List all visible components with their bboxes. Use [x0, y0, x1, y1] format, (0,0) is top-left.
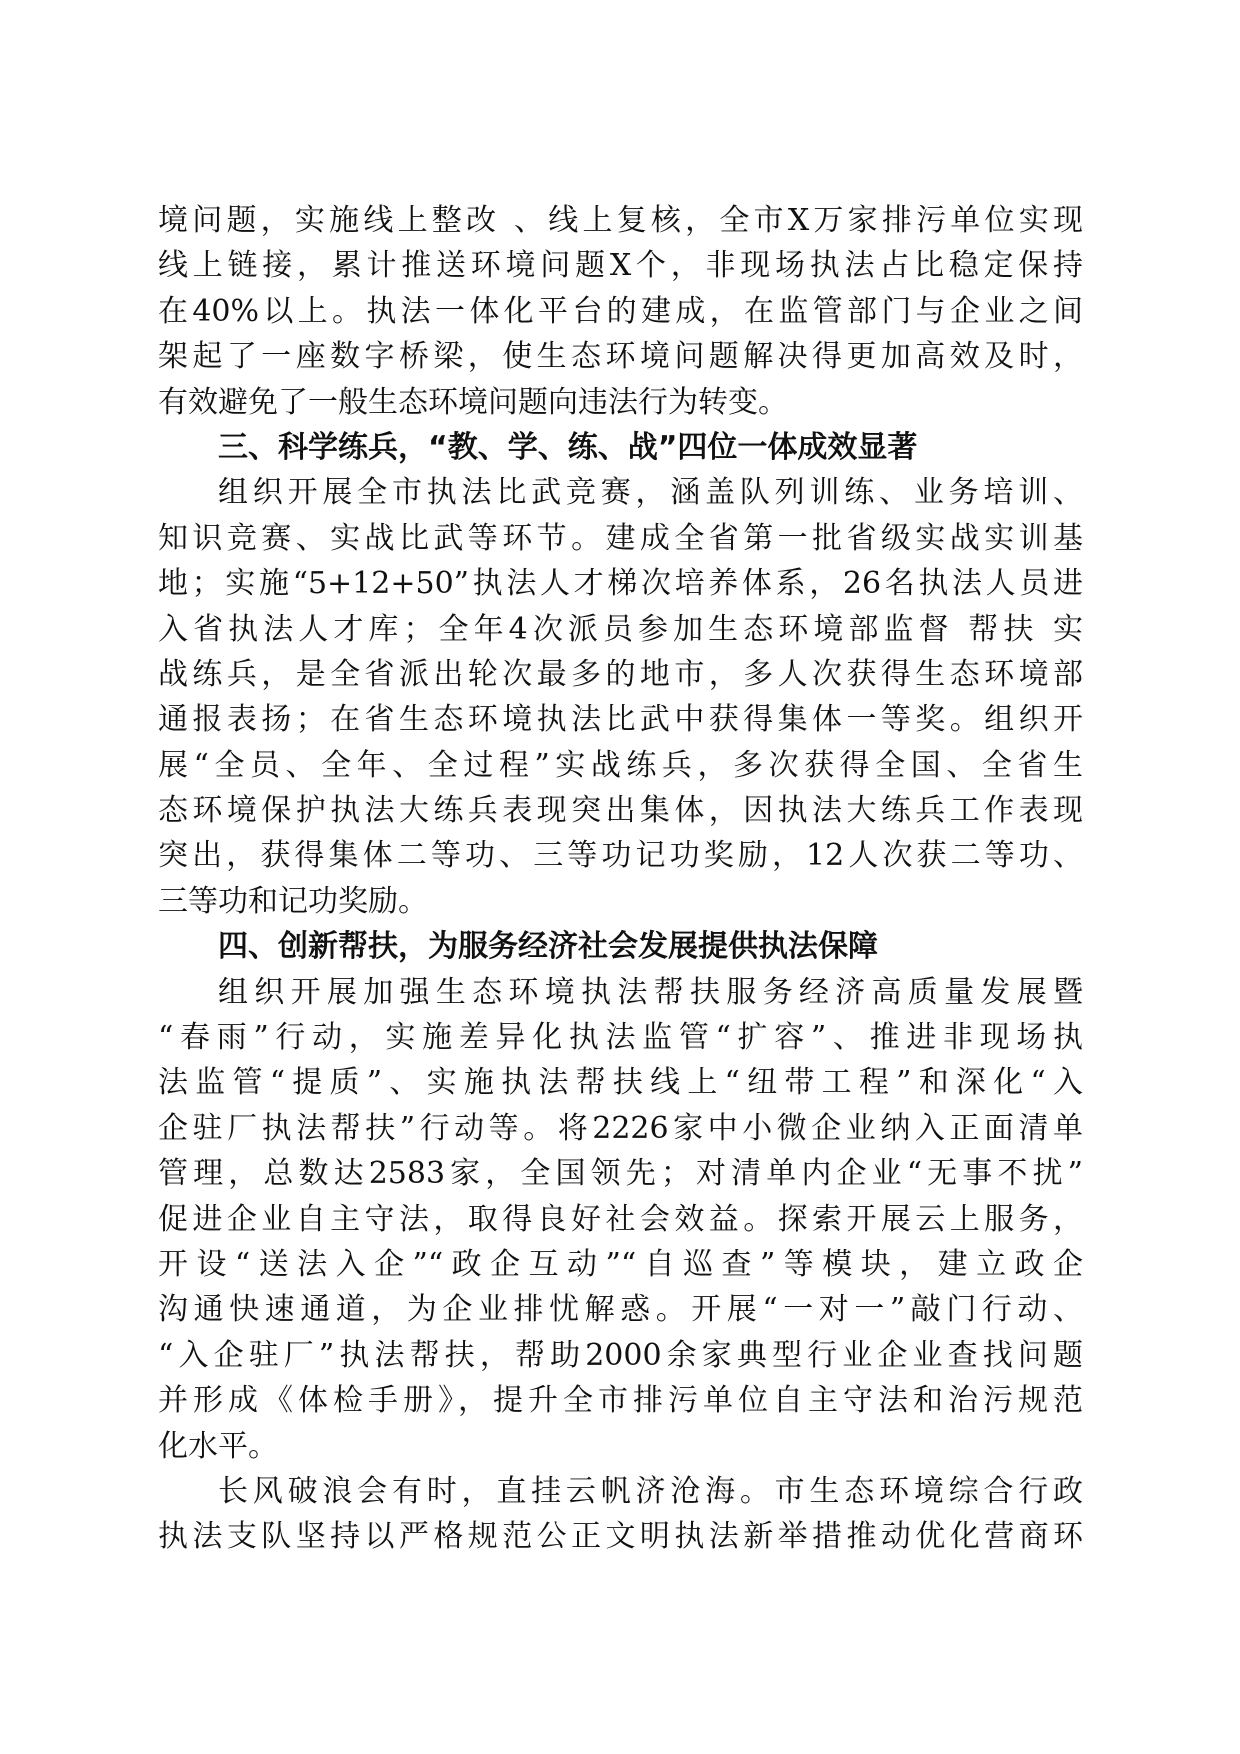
paragraph-assistance — [158, 970, 1083, 1469]
section-heading-training: 三、科学练兵，“教、学、练、战”四位一体成效显著 — [218, 429, 918, 465]
text-line: 有效避免了一般生态环境问题向违法行为转变。 — [158, 384, 788, 420]
text-line: 架起了一座数字桥梁，使生态环境问题解决得更加高效及时， — [158, 339, 1083, 375]
document-body — [158, 198, 1083, 1560]
text-line: 企驻厂执法帮扶”行动等。将2226家中小微企业纳入正面清单 — [158, 1110, 1083, 1146]
text-line: 促进企业自主守法，取得良好社会效益。探索开展云上服务， — [158, 1201, 1083, 1237]
text-line: 战练兵，是全省派出轮次最多的地市，多人次获得生态环境部 — [158, 656, 1083, 692]
text-line: 执法支队坚持以严格规范公正文明执法新举措推动优化营商环 — [158, 1519, 1083, 1555]
text-line: “春雨”行动，实施差异化执法监管“扩容”、推进非现场执 — [158, 1020, 1083, 1056]
text-line: 线上链接，累计推送环境问题X个，非现场执法占比稳定保持 — [158, 248, 1083, 284]
text-line: 并形成《体检手册》，提升全市排污单位自主守法和治污规范 — [158, 1383, 1083, 1419]
text-line: 在40%以上。执法一体化平台的建成，在监管部门与企业之间 — [158, 293, 1083, 329]
text-line: 长风破浪会有时，直挂云帆济沧海。市生态环境综合行政 — [218, 1473, 1083, 1509]
paragraph-platform-results — [158, 198, 1083, 425]
text-line: “入企驻厂”执法帮扶，帮助2000余家典型行业企业查找问题 — [158, 1337, 1083, 1373]
text-line: 组织开展全市执法比武竞赛，涵盖队列训练、业务培训、 — [218, 475, 1083, 511]
text-line: 三等功和记功奖励。 — [158, 883, 428, 919]
text-line: 管理，总数达2583家，全国领先；对清单内企业“无事不扰” — [158, 1156, 1083, 1192]
text-line: 境问题，实施线上整改 、线上复核，全市X万家排污单位实现 — [158, 203, 1083, 238]
paragraph-training — [158, 470, 1083, 924]
text-line: 沟通快速通道，为企业排忧解惑。开展“一对一”敲门行动、 — [158, 1292, 1083, 1328]
text-line: 地；实施“5+12+50”执法人才梯次培养体系，26名执法人员进 — [158, 566, 1083, 602]
text-line: 法监管“提质”、实施执法帮扶线上“纽带工程”和深化“入 — [158, 1065, 1083, 1101]
text-line: 入省执法人才库；全年4次派员参加生态环境部监督 帮扶 实 — [158, 611, 1083, 647]
text-line: 化水平。 — [158, 1428, 278, 1464]
text-line: 知识竞赛、实战比武等环节。建成全省第一批省级实战实训基 — [158, 520, 1083, 556]
text-line: 通报表扬；在省生态环境执法比武中获得集体一等奖。组织开 — [158, 702, 1083, 738]
text-line: 突出，获得集体二等功、三等功记功奖励，12人次获二等功、 — [158, 838, 1083, 874]
section-heading-assistance: 四、创新帮扶，为服务经济社会发展提供执法保障 — [218, 929, 878, 965]
paragraph-conclusion — [158, 1469, 1083, 1560]
text-line: 开设“送法入企”“政企互动”“自巡查”等模块，建立政企 — [158, 1246, 1083, 1282]
text-line: 展“全员、全年、全过程”实战练兵，多次获得全国、全省生 — [158, 747, 1083, 783]
text-line: 组织开展加强生态环境执法帮扶服务经济高质量发展暨 — [218, 974, 1083, 1010]
text-line: 态环境保护执法大练兵表现突出集体，因执法大练兵工作表现 — [158, 793, 1083, 829]
